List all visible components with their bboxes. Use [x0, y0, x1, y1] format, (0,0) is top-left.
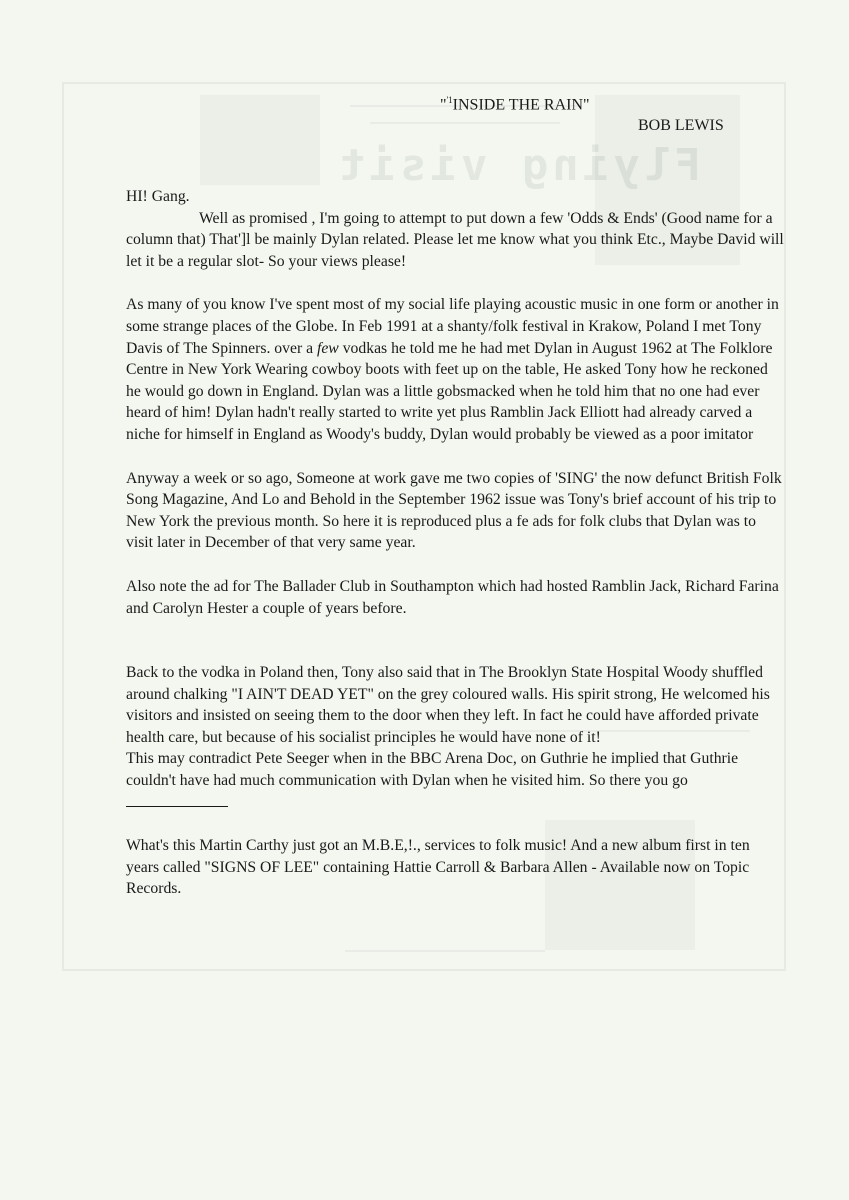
paragraph-sing-magazine: Anyway a week or so ago, Someone at work gave me two copies of 'SING' the now defunct British Folk Song Magazine, And Lo and Behold in the September 1962 issue was Tony's brief account of his trip to New York the previous month. So here it is reproduced plus a fe ads for folk clubs that Dylan was to visit later in December of that very same year.: [126, 469, 782, 552]
paragraph-martin-carthy: What's this Martin Carthy just got an M.B.E,!., services to folk music! And a new album first in ten years called "SIGNS OF LEE" containing Hattie Carroll & Barbara Allen - Available now on Topic Records.: [126, 837, 750, 898]
footnote-marker: '1: [446, 95, 453, 105]
show-through-heading: Flying visit: [335, 140, 701, 191]
article-body: [126, 186, 786, 900]
emphasis-few: few: [316, 339, 339, 357]
blank-underline: [126, 792, 228, 807]
title-text: INSIDE THE RAIN": [452, 96, 590, 114]
paragraph-intro: Well as promised , I'm going to attempt to put down a few 'Odds & Ends' (Good name for a column that) That']l be mainly Dylan related. Please let me know what you think Etc., Maybe David will let it be a regular slot- So your views please!: [126, 209, 784, 270]
author-name: BOB LEWIS: [638, 117, 724, 134]
show-through-photo: [200, 95, 320, 185]
greeting: HI! Gang.: [126, 188, 190, 205]
paragraph-brooklyn-hospital: Back to the vodka in Poland then, Tony also said that in The Brooklyn State Hospital Woody shuffled around chalking "I AIN'T DEAD YET" on the grey coloured walls. His spirit strong, He welcomed his visitors and insisted on seeing them to the door when they left. In fact he could have afforded private health care, but because of his socialist principles he would have none of it!: [126, 664, 770, 746]
article-title: "$^{'1}$INSIDE THE RAIN": [440, 95, 590, 114]
paragraph-krakow: As many of you know I've spent most of my social life playing acoustic music in one form or another in some strange places of the Globe. In Feb 1991 at a shanty/folk festival in Krakow, Poland I met Tony Davis of The Spinners. over a few vodkas he told me he had met Dylan in August 1962 at The Folklore Centre in New York Wearing cowboy boots with feet up on the table, He asked Tony how he reckoned he would go down in England. Dylan was a little gobsmacked when he told him that no one had ever heard of him! Dylan hadn't really started to write yet plus Ramblin Jack Elliott had already carved a niche for himself in England as Woody's buddy, Dylan would probably be viewed as a poor imitator: [126, 296, 779, 443]
show-through-line: [345, 950, 545, 952]
paragraph-ballader-club: Also note the ad for The Ballader Club in Southampton which had hosted Ramblin Jack, Richard Farina and Carolyn Hester a couple of years before.: [126, 577, 779, 617]
paragraph-pete-seeger: This may contradict Pete Seeger when in the BBC Arena Doc, on Guthrie he implied that Guthrie couldn't have had much communication with Dylan when he visited him. So there you go: [126, 748, 786, 813]
show-through-line: [370, 122, 560, 124]
